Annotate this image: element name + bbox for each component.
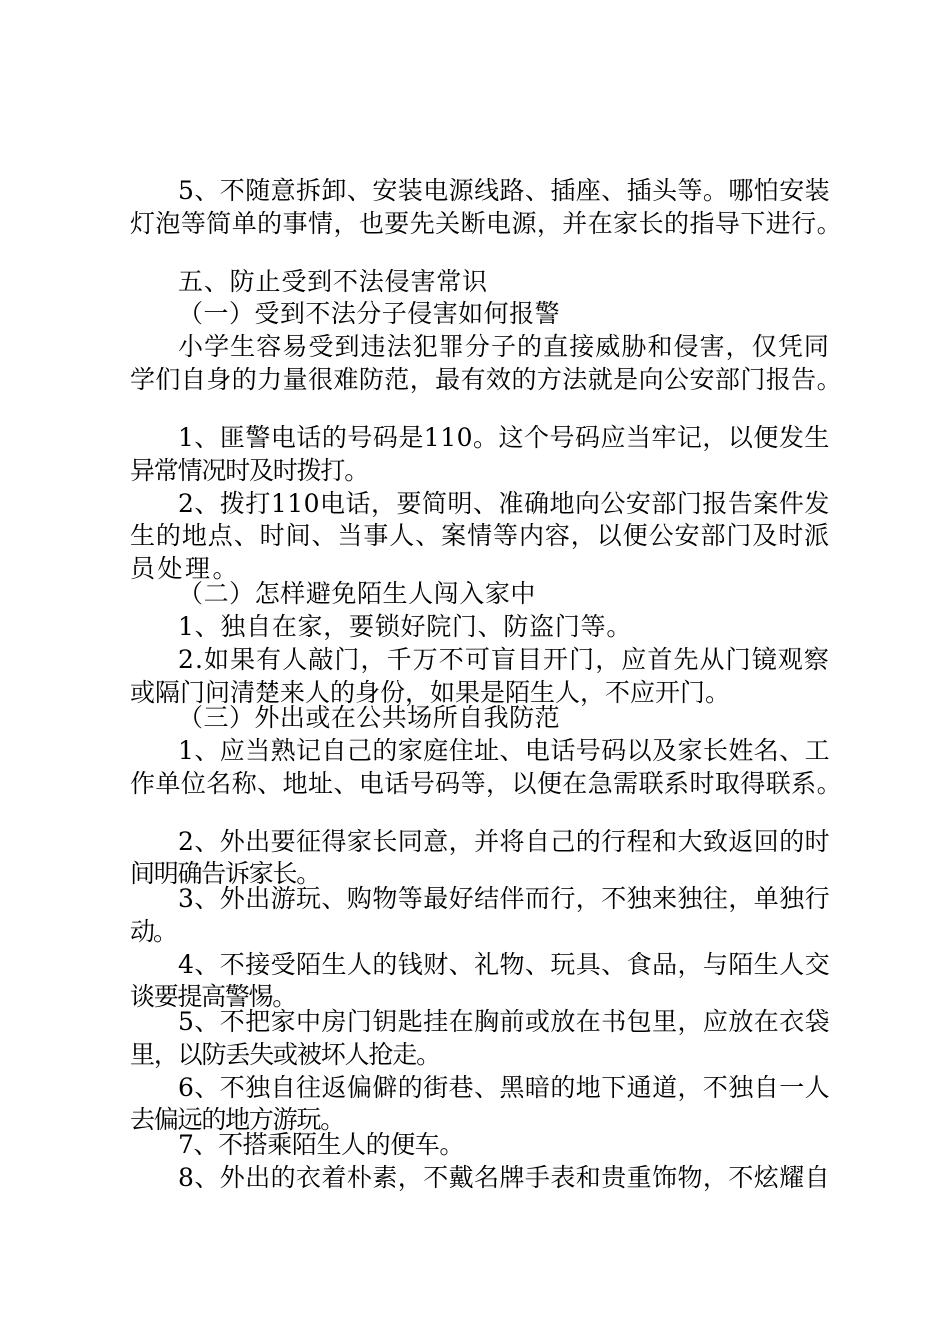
- text-line: 谈要提高警惕。: [130, 982, 296, 1011]
- text-line: 6、不独自往返偏僻的街巷、黑暗的地下通道，不独自一人: [178, 1073, 831, 1102]
- text-line: 作单位名称、地址、电话号码等，以便在急需联系时取得联系。: [130, 769, 843, 798]
- text-line: 2.如果有人敲门，千万不可盲目开门，应首先从门镜观察: [178, 645, 830, 674]
- subsection-heading: （二）怎样避免陌生人闯入家中: [178, 579, 536, 608]
- subsection-heading: （三）外出或在公共场所自我防范: [178, 703, 561, 732]
- text-line: 3、外出游玩、购物等最好结伴而行，不独来独往，单独行: [178, 884, 831, 913]
- text-line: 8、外出的衣着朴素，不戴名牌手表和贵重饰物，不炫耀自: [178, 1163, 831, 1192]
- text-line: 7、不搭乘陌生人的便车。: [178, 1130, 464, 1159]
- text-line: 5、不随意拆卸、安装电源线路、插座、插头等。哪怕安装: [178, 176, 831, 205]
- text-line: 或隔门问清楚来人的身份，如果是陌生人，不应开门。: [130, 678, 731, 707]
- section-heading: 五、防止受到不法侵害常识: [178, 267, 488, 296]
- text-line: 1、应当熟记自己的家庭住址、电话号码以及家长姓名、工: [178, 736, 831, 765]
- subsection-heading: （一）受到不法分子侵害如何报警: [178, 299, 561, 328]
- text-line: 5、不把家中房门钥匙挂在胸前或放在书包里，应放在衣袋: [178, 1007, 831, 1036]
- text-line: 异常情况时及时拨打。: [130, 456, 369, 485]
- text-line: 去偏远的地方游玩。: [130, 1105, 345, 1134]
- text-line: 小学生容易受到违法犯罪分子的直接威胁和侵害，仅凭同: [178, 332, 831, 361]
- text-line: 2、拨打110电话，要简明、准确地向公安部门报告案件发: [178, 489, 830, 518]
- text-line: 员处理。: [130, 554, 241, 583]
- text-line: 生的地点、时间、当事人、案情等内容，以便公安部门及时派: [130, 521, 831, 550]
- text-line: 4、不接受陌生人的钱财、礼物、玩具、食品，与陌生人交: [178, 950, 831, 979]
- text-line: 里，以防丢失或被坏人抢走。: [130, 1040, 440, 1069]
- text-line: 1、匪警电话的号码是110。这个号码应当牢记，以便发生: [178, 423, 830, 452]
- text-line: 动。: [130, 917, 176, 946]
- text-line: 学们自身的力量很难防范，最有效的方法就是向公安部门报告。: [130, 365, 843, 394]
- text-line: 2、外出要征得家长同意，并将自己的行程和大致返回的时: [178, 827, 831, 856]
- text-line: 1、独自在家，要锁好院门、防盗门等。: [178, 612, 633, 641]
- text-line: 间明确告诉家长。: [130, 859, 321, 888]
- text-line: 灯泡等简单的事情，也要先关断电源，并在家长的指导下进行。: [130, 209, 843, 238]
